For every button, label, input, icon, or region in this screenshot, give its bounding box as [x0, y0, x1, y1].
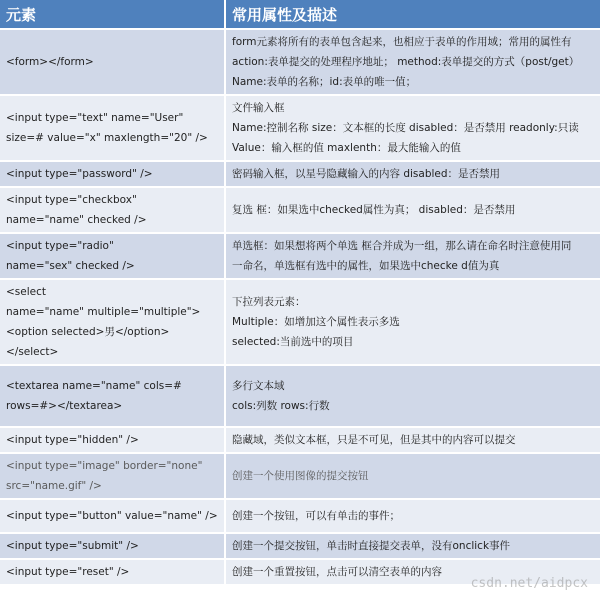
table-row	[0, 188, 600, 234]
description-cell: 密码输入框，以星号隐藏输入的内容 disabled：是否禁用	[226, 162, 600, 188]
description-cell: 隐藏域，类似文本框，只是不可见，但是其中的内容可以提交	[226, 428, 600, 454]
table-row	[0, 500, 600, 534]
element-cell: <input type="image" border="none" src="name.gif" />	[0, 454, 226, 500]
description-cell: 文件输入框 Name:控制名称 size：文本框的长度 disabled：是否禁用 readonly:只读 Value：输入框的值 maxlenth：最大能输入的值	[226, 96, 600, 162]
table-row	[0, 30, 600, 96]
description-cell: form元素将所有的表单包含起来，也相应于表单的作用域；常用的属性有 action:表单提交的处理程序地址； method:表单提交的方式（post/get） Name:表单的名称；id:表单的唯一值；	[226, 30, 600, 96]
watermark: csdn.net/aidpcx	[470, 576, 588, 591]
table-header-row	[0, 0, 600, 30]
description-cell: 复选 框：如果选中checked属性为真； disabled：是否禁用	[226, 188, 600, 234]
element-cell: <input type="reset" />	[0, 560, 226, 586]
description-cell: 创建一个使用图像的提交按钮	[226, 454, 600, 500]
element-cell: <input type="submit" />	[0, 534, 226, 560]
description-cell: 创建一个重置按钮，点击可以清空表单的内容	[226, 560, 600, 586]
table-row	[0, 162, 600, 188]
description-cell: 单选框：如果想将两个单选 框合并成为一组，那么请在命名时注意使用同 一命名，单选框有选中的属性，如果选中checke d值为真	[226, 234, 600, 280]
element-cell: <input type="checkbox" name="name" checked />	[0, 188, 226, 234]
header-element: 元素	[0, 0, 226, 30]
element-cell: <form></form>	[0, 30, 226, 96]
element-cell: <input type="radio" name="sex" checked />	[0, 234, 226, 280]
element-cell: <input type="text" name="User" size=# value="x" maxlength="20" />	[0, 96, 226, 162]
table-row	[0, 280, 600, 366]
table-row	[0, 234, 600, 280]
table-row	[0, 534, 600, 560]
table-row	[0, 428, 600, 454]
description-cell: 下拉列表元素： Multiple：如增加这个属性表示多选 selected:当前选中的项目	[226, 280, 600, 366]
element-cell: <textarea name="name" cols=# rows=#></textarea>	[0, 366, 226, 428]
table-row	[0, 454, 600, 500]
description-cell: 创建一个提交按钮，单击时直接提交表单，没有onclick事件	[226, 534, 600, 560]
table-row	[0, 96, 600, 162]
table-row	[0, 560, 600, 586]
description-cell: 多行文本域 cols:列数 rows:行数	[226, 366, 600, 428]
element-cell: <select name="name" multiple="multiple"> <option selected>男</option> </select>	[0, 280, 226, 366]
element-cell: <input type="hidden" />	[0, 428, 226, 454]
element-cell: <input type="password" />	[0, 162, 226, 188]
description-cell: 创建一个按钮，可以有单击的事件；	[226, 500, 600, 534]
table-row	[0, 366, 600, 428]
element-cell: <input type="button" value="name" />	[0, 500, 226, 534]
header-attributes: 常用属性及描述	[226, 0, 600, 30]
